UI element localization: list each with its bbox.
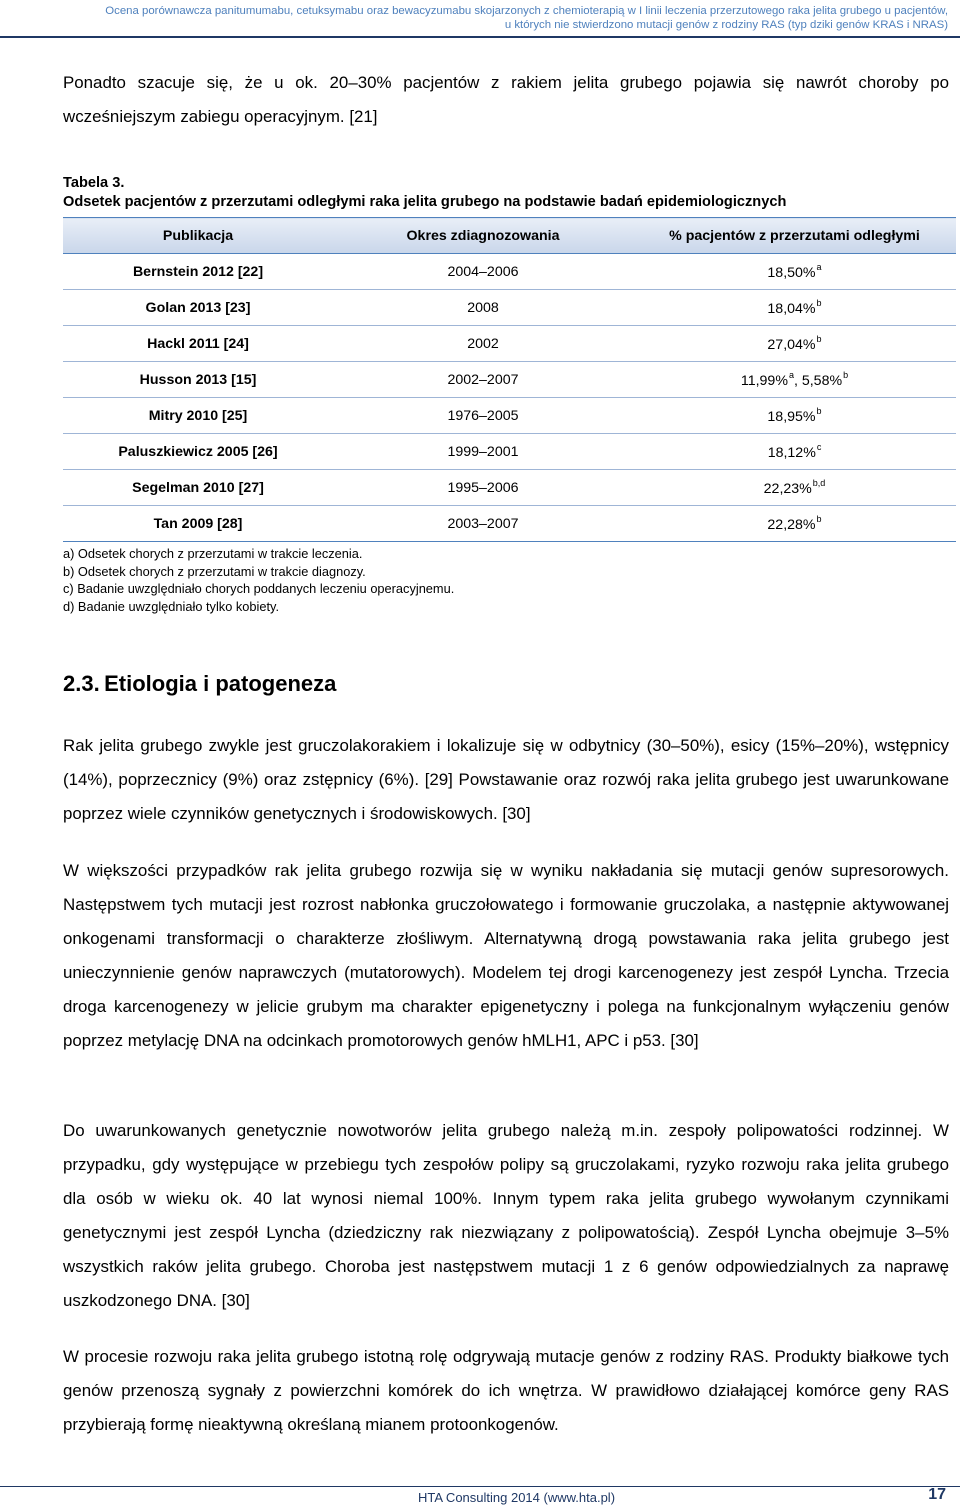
running-header-line-1: Ocena porównawcza panitumumabu, cetuksymabu oraz bewacyzumabu skojarzonych z chemioterapią w I linii leczenia przerzutowego raka jelita grubego u pacjentów, xyxy=(105,5,948,17)
intro-paragraph: Ponadto szacuje się, że u ok. 20–30% pacjentów z rakiem jelita grubego pojawia się nawrót choroby po wcześniejszym zabiegu operacyjnym. [21] xyxy=(63,73,949,126)
table-footnotes xyxy=(63,545,454,615)
publication-cell: Mitry 2010 [25] xyxy=(63,398,333,434)
period-cell: 2002–2007 xyxy=(333,362,633,398)
footnote-c: c) Badanie uwzględniało chorych poddanych leczeniu operacyjnemu. xyxy=(63,581,455,596)
footnote-marker: b xyxy=(816,334,822,344)
percent-cell xyxy=(633,326,956,362)
period-cell: 1995–2006 xyxy=(333,470,633,506)
table-row xyxy=(63,326,956,362)
footer-text: HTA Consulting 2014 (www.hta.pl) xyxy=(418,1490,616,1505)
percent-value: 22,23% xyxy=(763,481,812,497)
table-label: Tabela 3. xyxy=(63,175,125,191)
percent-cell xyxy=(633,362,956,398)
section-paragraph-2: W większości przypadków rak jelita grubego rozwija się w wyniku nakładania się mutacji genów supresorowych. Następstwem tych mutacji jest rozrost nabłonka gruczołowatego i formowanie gruczolaka, a następnie aktywowanej onkogenami transformacji o charakterze złośliwym. Alternatywną drogą powstawania raka jelita grubego jest unieczynnienie genów naprawczych (mutatorowych). Modelem tej drogi karcenogenezy jest zespół Lyncha. Trzecia droga karcenogenezy w jelicie grubym ma charakter epigenetyczny i polega na funkcjonalnym wyłączeniu genów poprzez metylację DNA na odcinkach promotorowych genów hMLH1, APC i p53. [30] xyxy=(63,861,949,1050)
column-header-period: Okres zdiagnozowania xyxy=(333,218,633,254)
table-row xyxy=(63,434,956,470)
footnote-marker: b xyxy=(816,514,822,524)
table-caption xyxy=(63,174,786,212)
footnote-marker: a xyxy=(788,370,794,380)
table-row xyxy=(63,506,956,542)
table-row xyxy=(63,398,956,434)
running-header-line-2: u których nie stwierdzono mutacji genów z rodziny RAS (typ dziki genów KRAS i NRAS) xyxy=(504,19,948,31)
percent-cell xyxy=(633,506,956,542)
footnote-marker: b xyxy=(816,406,822,416)
metastasis-table xyxy=(63,217,956,542)
publication-cell: Segelman 2010 [27] xyxy=(63,470,333,506)
table-row xyxy=(63,254,956,290)
column-header-publication: Publikacja xyxy=(63,218,333,254)
section-paragraph-4: W procesie rozwoju raka jelita grubego istotną rolę odgrywają mutacje genów z rodziny RAS. Produkty białkowe tych genów przenoszą sygnały z powierzchni komórek do ich wnętrza. W prawidłowo działającej komórce geny RAS przybierają formę nieaktywną określaną mianem protoonkogenów. xyxy=(63,1347,949,1434)
period-cell: 1976–2005 xyxy=(333,398,633,434)
section-paragraph-3: Do uwarunkowanych genetycznie nowotworów jelita grubego należą m.in. zespoły polipowatości rodzinnej. W przypadku, gdy występujące w przebiegu tych zespołów polipy są gruczolakami, ryzyko rozwoju raka jelita grubego dla osób w wieku ok. 40 lat wynosi niemal 100%. Innym typem raka jelita grubego wywołanym czynnikami genetycznymi jest zespół Lyncha (dziedziczny rak niezwiązany z polipowatością). Zespół Lyncha obejmuje 3–5% wszystkich raków jelita grubego. Choroba jest następstwem mutacji 1 z 6 genów odpowiedzialnych za naprawę uszkodzonego DNA. [30] xyxy=(63,1121,949,1310)
page-footer xyxy=(0,1486,960,1508)
percent-cell xyxy=(633,398,956,434)
section-title: Etiologia i patogeneza xyxy=(104,671,337,696)
section-heading xyxy=(63,671,336,697)
publication-cell: Hackl 2011 [24] xyxy=(63,326,333,362)
footer-divider xyxy=(0,1486,960,1487)
header-divider xyxy=(0,36,960,38)
percent-cell xyxy=(633,434,956,470)
percent-value: 18,04% xyxy=(767,301,816,317)
percent-value: 18,50% xyxy=(767,265,816,281)
publication-cell: Tan 2009 [28] xyxy=(63,506,333,542)
table-row xyxy=(63,362,956,398)
publication-cell: Husson 2013 [15] xyxy=(63,362,333,398)
publication-cell: Paluszkiewicz 2005 [26] xyxy=(63,434,333,470)
percent-value: 18,12% xyxy=(767,445,816,461)
percent-cell xyxy=(633,254,956,290)
percent-value: 11,99% xyxy=(740,373,788,389)
footnote-d: d) Badanie uwzględniało tylko kobiety. xyxy=(63,598,280,614)
footnote-marker: a xyxy=(816,262,822,272)
section-number: 2.3. xyxy=(63,671,100,696)
percent-cell xyxy=(633,470,956,506)
section-paragraph-1: Rak jelita grubego zwykle jest gruczolakorakiem i lokalizuje się w odbytnicy (30–50%), esicy (15%–20%), wstępnicy (14%), poprzecznicy (9%) oraz zstępnicy (6%). [29] Powstawanie oraz rozwój raka jelita grubego jest uwarunkowane poprzez wiele czynników genetycznych i środowiskowych. [30] xyxy=(63,736,949,823)
period-cell: 2003–2007 xyxy=(333,506,633,542)
footnote-marker: b xyxy=(816,298,822,308)
footnote-marker: b,d xyxy=(812,478,826,488)
table-row xyxy=(63,290,956,326)
percent-value: 18,95% xyxy=(767,409,816,425)
percent-value-secondary: , 5,58% xyxy=(793,373,843,389)
footnote-b: b) Odsetek chorych z przerzutami w trakcie diagnozy. xyxy=(63,563,366,579)
table-title: Odsetek pacjentów z przerzutami odległymi raka jelita grubego na podstawie badań epidemiologicznych xyxy=(63,194,787,210)
publication-cell: Bernstein 2012 [22] xyxy=(63,254,333,290)
publication-cell: Golan 2013 [23] xyxy=(63,290,333,326)
table-row xyxy=(63,470,956,506)
percent-value: 27,04% xyxy=(767,337,816,353)
percent-value: 22,28% xyxy=(767,517,816,533)
footnote-a: a) Odsetek chorych z przerzutami w trakcie leczenia. xyxy=(63,546,363,561)
table-header-row xyxy=(63,218,956,254)
footnote-marker-secondary: b xyxy=(843,370,849,380)
running-header xyxy=(18,4,948,32)
page-number: 17 xyxy=(928,1486,946,1503)
period-cell: 2004–2006 xyxy=(333,254,633,290)
percent-cell xyxy=(633,290,956,326)
period-cell: 2008 xyxy=(333,290,633,326)
period-cell: 2002 xyxy=(333,326,633,362)
footnote-marker: c xyxy=(816,442,822,452)
column-header-percent: % pacjentów z przerzutami odległymi xyxy=(633,218,956,254)
period-cell: 1999–2001 xyxy=(333,434,633,470)
